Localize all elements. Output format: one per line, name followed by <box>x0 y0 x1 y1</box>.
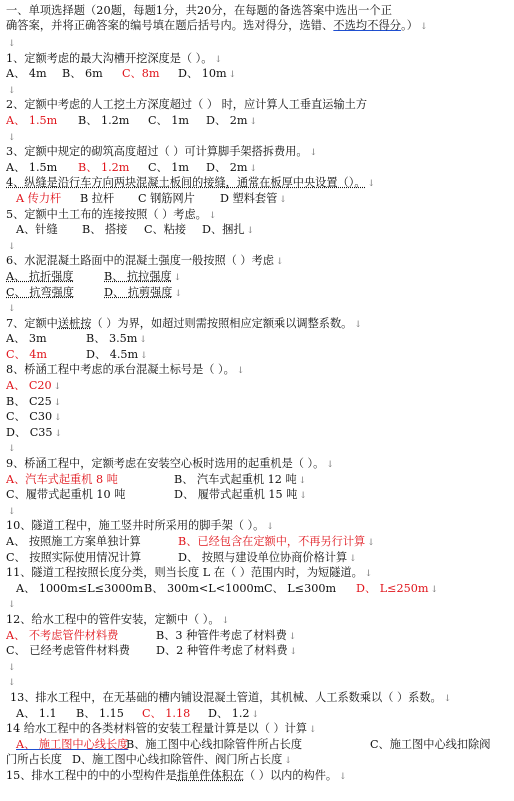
question-14-options-cd <box>6 752 508 768</box>
paragraph-mark-icon: ↓ <box>174 288 183 299</box>
option-d: D、 1.2 <box>208 706 250 720</box>
question-7-stem: 7、定额中送桩按（ ）为界，如超过则需按照相应定额乘以调整系数。 ↓ <box>6 316 362 330</box>
empty-line <box>6 35 508 51</box>
question-12-options-ab <box>6 628 508 644</box>
paragraph-mark-icon: ↓ <box>288 631 297 642</box>
option-b-answer: B、已经包含在定额中，不再另行计算 <box>178 535 366 548</box>
question-13-stem: 13、排水工程中，在无基础的槽内铺设混凝土管道，其机械、人工系数乘以（ ）系数。 ↓ <box>10 690 452 704</box>
option-d: D、 抗剪强度 <box>104 285 173 299</box>
paragraph-mark-icon: ↓ <box>289 647 298 658</box>
option-a-answer: A 传力杆 <box>16 191 62 205</box>
option-d: D、 2m <box>206 113 248 127</box>
option-b: B、 抗拉强度 <box>104 269 172 283</box>
question-4-options <box>6 191 508 207</box>
question-6-stem: 6、水泥混凝土路面中的混凝土强度一般按照（ ）考虑 ↓ <box>6 254 284 268</box>
paragraph-mark-icon: ↓ <box>249 116 257 127</box>
option-b: B、 1.15 <box>76 706 124 720</box>
paragraph-mark-icon: ↓ <box>8 662 16 673</box>
paragraph-mark-icon: ↓ <box>140 350 148 361</box>
option-d: D 塑料套管 <box>220 191 278 205</box>
question-9-options-cd <box>6 487 508 503</box>
question-10-stem: 10、隧道工程中，施工竖井时所采用的脚手架（ ）。 ↓ <box>6 519 274 533</box>
paragraph-mark-icon: ↓ <box>279 194 287 205</box>
paragraph-mark-icon: ↓ <box>266 522 274 533</box>
empty-line <box>6 82 508 98</box>
paragraph-mark-icon: ↓ <box>309 148 318 159</box>
question-6-options-ab <box>6 269 508 285</box>
option-c: C、 1m <box>148 113 190 127</box>
option-b: B、3 种管件考虑了材料费 <box>156 628 287 642</box>
question-6-options-cd <box>6 285 508 301</box>
paragraph-mark-icon: ↓ <box>298 475 307 486</box>
option-a: A、针缝 <box>16 223 58 237</box>
option-c: C、履带式起重机 10 吨 <box>6 488 126 502</box>
question-11-options <box>6 581 508 597</box>
option-d: D、 2m <box>206 160 248 174</box>
option-b: B、施工图中心线扣除管件所占长度 <box>126 737 303 751</box>
paragraph-mark-icon: ↓ <box>208 210 217 221</box>
paragraph-mark-icon: ↓ <box>214 54 222 65</box>
paragraph-mark-icon: ↓ <box>54 428 63 439</box>
paragraph-mark-icon: ↓ <box>8 678 16 689</box>
paragraph-mark-icon: ↓ <box>221 615 230 626</box>
header-line-1: 一、单项选择题（20题，每题1分，共20分，在每题的备选答案中选出一个正 <box>6 4 393 17</box>
paragraph-mark-icon: ↓ <box>139 335 147 346</box>
paragraph-mark-icon: ↓ <box>173 272 182 283</box>
option-a: A、 抗折强度 <box>6 269 74 283</box>
paragraph-mark-icon: ↓ <box>367 538 375 548</box>
question-5-options <box>6 222 508 238</box>
question-13-options <box>6 706 508 722</box>
option-b: B、 搭接 <box>82 223 128 237</box>
option-c: C、粘接 <box>144 223 187 237</box>
empty-line <box>6 659 508 675</box>
question-5-stem: 5、定额中土工布的连接按照（ ）考虑。 ↓ <box>6 207 217 221</box>
paragraph-mark-icon: ↓ <box>8 241 16 252</box>
paragraph-mark-icon: ↓ <box>8 506 16 517</box>
question-8-option-d: D、 C35 ↓ <box>6 425 63 439</box>
paragraph-mark-icon: ↓ <box>246 226 255 237</box>
paragraph-mark-icon: ↓ <box>8 85 16 96</box>
option-c-continued: 门所占长度 <box>6 753 62 767</box>
paragraph-mark-icon: ↓ <box>309 725 317 736</box>
paragraph-mark-icon: ↓ <box>349 553 357 564</box>
paragraph-mark-icon: ↓ <box>430 584 439 595</box>
option-c-answer: C、 4m <box>6 347 48 361</box>
option-c: C、 已经考虑管件材料费 <box>6 644 130 658</box>
question-8-option-a-answer: A、 C20 ↓ <box>6 379 62 393</box>
paragraph-mark-icon: ↓ <box>8 600 16 611</box>
option-b: B、 6m <box>62 67 103 81</box>
paragraph-mark-icon: ↓ <box>228 70 237 81</box>
paragraph-mark-icon: ↓ <box>54 413 62 424</box>
paragraph-mark-icon: ↓ <box>236 366 245 377</box>
question-7-options-ab <box>6 331 508 347</box>
paragraph-mark-icon: ↓ <box>443 693 452 704</box>
option-d: D、捆扎 <box>202 223 245 237</box>
option-b: B 拉杆 <box>80 191 115 205</box>
option-a: A、 1.5m <box>6 160 58 174</box>
option-c: C、 抗弯强度 <box>6 285 75 299</box>
question-9-options-ab <box>6 472 508 488</box>
option-d: D、 按照与建设单位协商价格计算 <box>178 550 348 564</box>
option-a: A、 1.1 <box>16 706 57 720</box>
question-15-stem: 15、排水工程中的中的小型构件是指单件体积在（ ）以内的构件。 ↓ <box>6 768 347 782</box>
empty-line <box>6 129 508 145</box>
question-2-stem: 2、定额中考虑的人工挖土方深度超过（ ） 时，应计算人工垂直运输土方 <box>6 98 368 112</box>
question-3-stem: 3、定额中规定的砌筑高度超过（ ）可计算脚手架搭拆费用。 ↓ <box>6 145 318 159</box>
option-d-answer: D、 L≤250m <box>356 581 429 595</box>
paragraph-mark-icon: ↓ <box>326 460 334 471</box>
paragraph-mark-icon: ↓ <box>251 709 260 720</box>
option-b-answer: B、 1.2m <box>78 160 130 174</box>
question-12-stem: 12、给水工程中的管件安装，定额中（ ）。 ↓ <box>6 612 230 626</box>
paragraph-mark-icon: ↓ <box>420 22 428 32</box>
option-d: D、2 种管件考虑了材料费 <box>156 644 288 658</box>
option-c-answer: C、 1.18 <box>142 706 191 720</box>
question-14-options-abc <box>6 737 508 753</box>
paragraph-mark-icon: ↓ <box>299 491 307 502</box>
option-b: B、 3.5m <box>86 332 138 346</box>
option-c: C 钢筋网片 <box>138 191 195 205</box>
paragraph-mark-icon: ↓ <box>354 319 362 330</box>
option-a: A、 3m <box>6 332 47 346</box>
question-10-options-cd <box>6 550 508 566</box>
question-12-options-cd <box>6 643 508 659</box>
question-1-stem: 1、定额考虑的最大沟槽开挖深度是（ ）。 ↓ <box>6 51 222 65</box>
option-c: C、 L≤300m <box>264 581 337 595</box>
section-header <box>6 3 508 35</box>
question-10-options-ab <box>6 534 508 550</box>
paragraph-mark-icon: ↓ <box>339 771 347 782</box>
question-14-stem: 14 给水工程中的各类材料管的安装工程量计算是以（ ）计算 ↓ <box>6 722 317 736</box>
paragraph-mark-icon: ↓ <box>8 132 16 143</box>
question-8-stem: 8、桥涵工程中考虑的承台混凝土标号是（ ）。 ↓ <box>6 363 245 377</box>
option-d: D、 4.5m <box>86 347 139 361</box>
option-d: D、 10m <box>178 67 227 81</box>
paragraph-mark-icon: ↓ <box>8 39 16 49</box>
header-line-2: 确答案，并将正确答案的编号填在题后括号内。选对得分，选错、不选均不得分。） ↓ <box>6 19 428 32</box>
option-a-answer: A、 1.5m <box>6 113 58 127</box>
option-a-answer: A、 不考虑管件材料费 <box>6 628 119 642</box>
option-b: B、 300m<L<1000m <box>144 581 265 595</box>
empty-line <box>6 300 508 316</box>
option-a-answer: A、汽车式起重机 8 吨 <box>6 472 118 486</box>
paragraph-mark-icon: ↓ <box>284 756 292 767</box>
paragraph-mark-icon: ↓ <box>276 257 284 268</box>
question-4-stem: 4、纵缝是沿行车方向两块混凝土板间的接缝，通常在板厚中央设置（）。 ↓ <box>6 176 376 190</box>
option-a: A、 按照施工方案单独计算 <box>6 535 141 548</box>
empty-line <box>6 503 508 519</box>
question-9-stem: 9、桥涵工程中，定额考虑在安装空心板时选用的起重机是（ ）。 ↓ <box>6 457 334 471</box>
paragraph-mark-icon: ↓ <box>53 382 62 393</box>
option-c: C、施工图中心线扣除阀 <box>370 737 491 751</box>
empty-line <box>6 440 508 456</box>
option-a: A、 4m <box>6 67 47 81</box>
option-d: D、施工图中心线扣除管件、阀门所占长度 <box>71 753 283 767</box>
question-3-options <box>6 160 508 176</box>
empty-line <box>6 674 508 690</box>
option-a-answer: A、 施工图中心线长度 <box>16 737 129 751</box>
question-7-options-cd <box>6 347 508 363</box>
option-d: D、 履带式起重机 15 吨 <box>174 488 298 502</box>
question-1-options <box>6 66 508 82</box>
paragraph-mark-icon: ↓ <box>53 397 62 408</box>
option-a: A、 1000m≤L≤3000m <box>16 581 144 595</box>
question-11-stem: 11、隧道工程按照长度分类，则当长度 L 在（ ）范围内时，为短隧道。 ↓ <box>6 566 373 580</box>
paragraph-mark-icon: ↓ <box>8 304 16 315</box>
option-c-answer: C、8m <box>122 67 160 81</box>
option-c: C、 1m <box>148 160 190 174</box>
paragraph-mark-icon: ↓ <box>367 179 376 190</box>
option-c: C、 按照实际使用情况计算 <box>6 550 142 564</box>
option-b: B、 1.2m <box>78 113 130 127</box>
empty-line <box>6 596 508 612</box>
question-2-options <box>6 113 508 129</box>
question-8-option-b: B、 C25 ↓ <box>6 394 62 408</box>
paragraph-mark-icon: ↓ <box>364 569 373 580</box>
empty-line <box>6 238 508 254</box>
option-b: B、 汽车式起重机 12 吨 <box>174 472 297 486</box>
paragraph-mark-icon: ↓ <box>8 444 16 455</box>
question-8-option-c: C、 C30 ↓ <box>6 410 62 424</box>
paragraph-mark-icon: ↓ <box>249 163 257 174</box>
